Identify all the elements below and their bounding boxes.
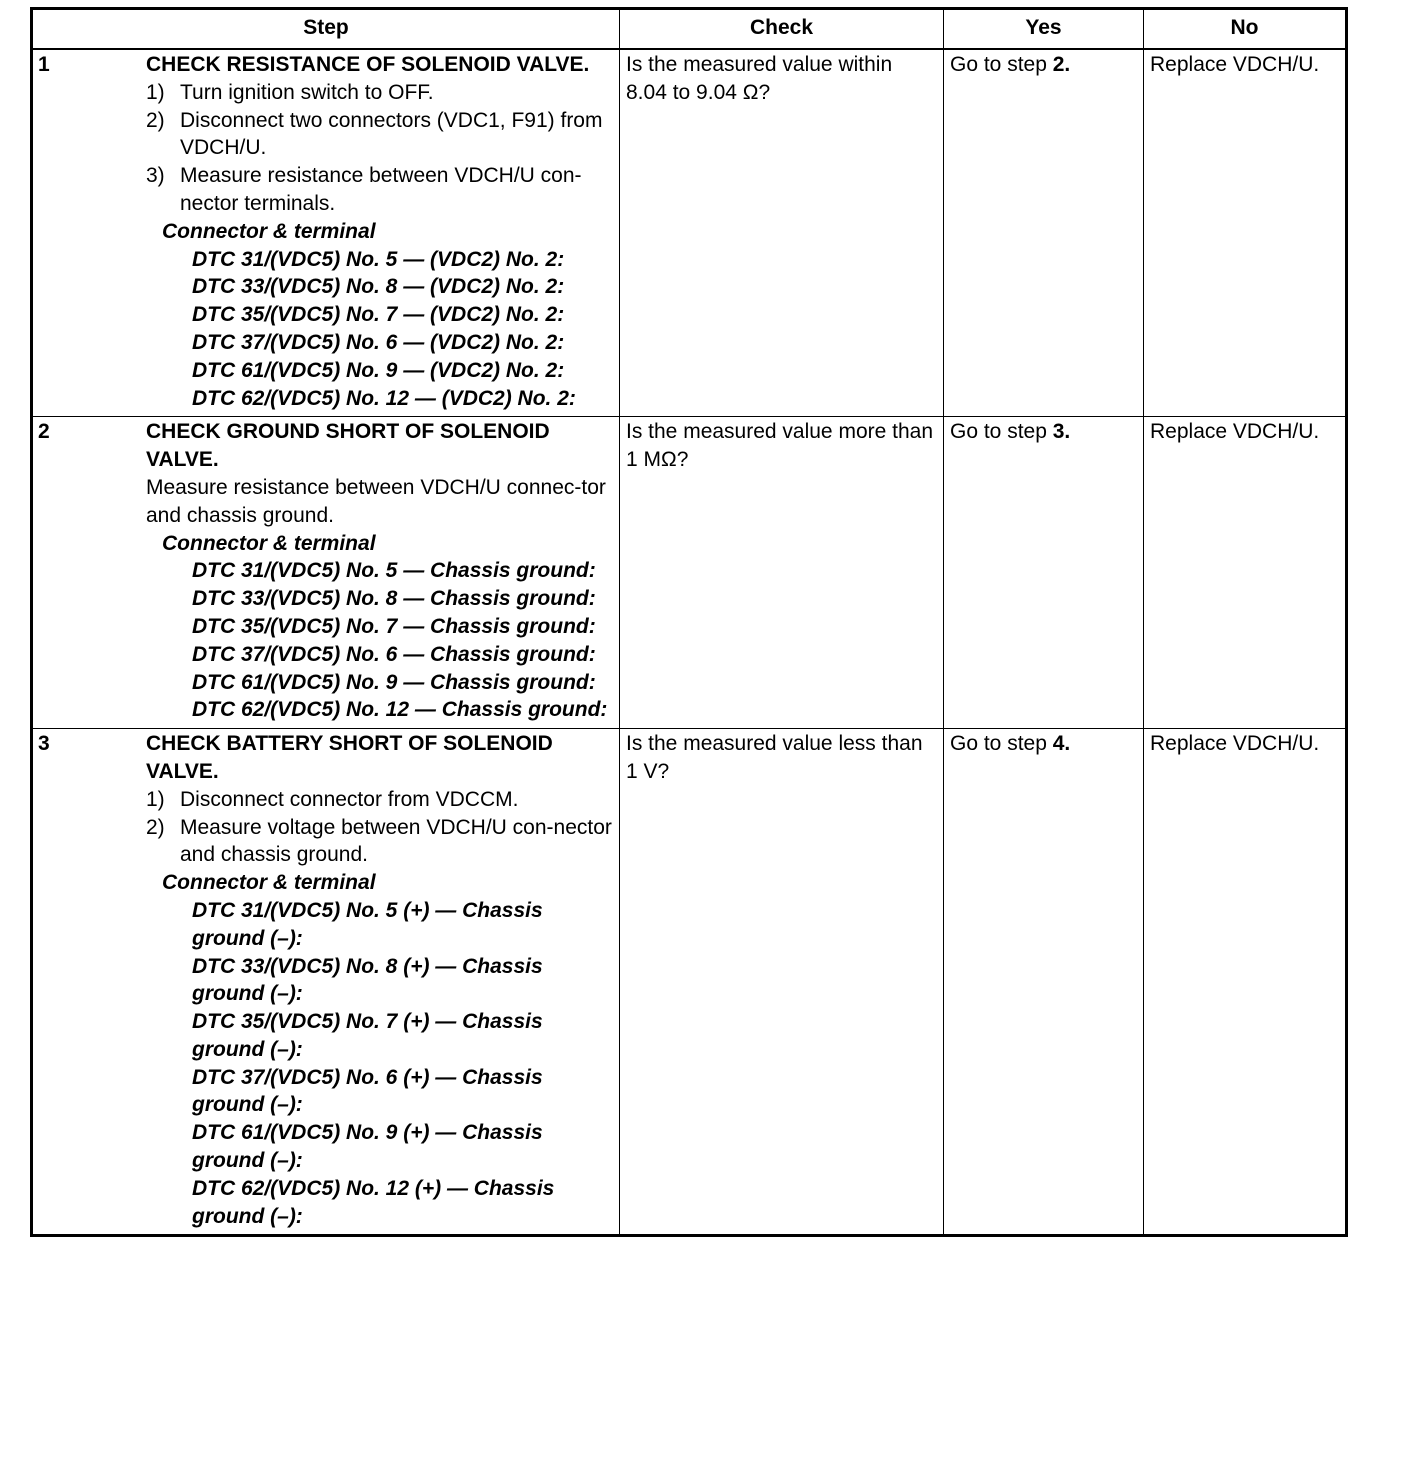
step-number: 2: [38, 420, 50, 444]
header-check: Check: [620, 9, 944, 50]
check-cell: Is the measured value within 8.04 to 9.04 Ω?: [620, 49, 944, 417]
yes-prefix: Go to step: [950, 732, 1053, 756]
step-text: Measure resistance between VDCH/U connec-tor and chassis ground.: [146, 475, 606, 527]
terminal-item: DTC 61/(VDC5) No. 9 — (VDC2) No. 2:: [192, 358, 565, 382]
table-row: [32, 49, 1347, 417]
check-cell: Is the measured value more than 1 MΩ?: [620, 417, 944, 729]
substep-number: 3): [146, 164, 165, 188]
yes-cell: [944, 49, 1144, 417]
no-cell: Replace VDCH/U.: [1144, 729, 1347, 1236]
diagnostic-table: [30, 7, 1348, 1237]
substep-text: Disconnect two connectors (VDC1, F91) from VDCH/U.: [180, 108, 603, 160]
terminal-item: DTC 62/(VDC5) No. 12 — (VDC2) No. 2:: [192, 386, 576, 410]
terminal-item: DTC 31/(VDC5) No. 5 — Chassis ground:: [192, 559, 596, 583]
substep-number: 1): [146, 80, 165, 104]
terminal-item: DTC 35/(VDC5) No. 7 — Chassis ground:: [192, 614, 596, 638]
yes-cell: [944, 417, 1144, 729]
header-no: No: [1144, 9, 1347, 50]
step-cell: [32, 729, 620, 1236]
step-cell: [32, 49, 620, 417]
terminal-list: [146, 246, 615, 413]
connector-terminal-label: Connector & terminal: [162, 219, 376, 243]
table-header-row: [32, 9, 1347, 50]
substep: [146, 79, 615, 107]
substep-text: Disconnect connector from VDCCM.: [180, 787, 519, 811]
step-number: 3: [38, 732, 50, 756]
terminal-item: DTC 37/(VDC5) No. 6 — (VDC2) No. 2:: [192, 330, 565, 354]
terminal-item: DTC 33/(VDC5) No. 8 (+) — Chassis ground (–):: [192, 954, 543, 1006]
yes-step: 3.: [1052, 420, 1071, 444]
terminal-item: DTC 62/(VDC5) No. 12 — Chassis ground:: [192, 698, 608, 722]
table-row: [32, 417, 1347, 729]
step-body: [146, 418, 615, 724]
terminal-item: DTC 37/(VDC5) No. 6 — Chassis ground:: [192, 642, 596, 666]
substep-number: 2): [146, 108, 165, 132]
substep-number: 2): [146, 815, 165, 839]
step-number: 1: [38, 53, 50, 76]
substep: [146, 107, 615, 163]
terminal-item: DTC 31/(VDC5) No. 5 — (VDC2) No. 2:: [192, 247, 565, 271]
terminal-list: [146, 557, 615, 724]
terminal-item: DTC 37/(VDC5) No. 6 (+) — Chassis ground (–):: [192, 1065, 543, 1117]
step-title: CHECK RESISTANCE OF SOLENOID VALVE.: [146, 53, 590, 76]
step-body: [146, 730, 615, 1230]
terminal-item: DTC 35/(VDC5) No. 7 (+) — Chassis ground (–):: [192, 1010, 543, 1061]
step-title: CHECK BATTERY SHORT OF SOLENOID VALVE.: [146, 732, 553, 783]
terminal-list: [146, 897, 615, 1231]
step-body: [146, 51, 615, 412]
yes-step: 2.: [1052, 53, 1071, 76]
terminal-item: DTC 31/(VDC5) No. 5 (+) — Chassis ground (–):: [192, 898, 543, 950]
substep-text: Measure resistance between VDCH/U con-nector terminals.: [180, 164, 582, 215]
terminal-item: DTC 61/(VDC5) No. 9 — Chassis ground:: [192, 670, 596, 694]
connector-terminal-label: Connector & terminal: [162, 531, 376, 555]
yes-step: 4.: [1052, 732, 1071, 756]
substep: [146, 786, 615, 814]
yes-cell: [944, 729, 1144, 1236]
substep-number: 1): [146, 787, 165, 811]
yes-prefix: Go to step: [950, 53, 1053, 76]
step-cell: [32, 417, 620, 729]
substep-text: Turn ignition switch to OFF.: [180, 80, 434, 104]
connector-terminal-label: Connector & terminal: [162, 871, 376, 895]
header-yes: Yes: [944, 9, 1144, 50]
no-cell: Replace VDCH/U.: [1144, 417, 1347, 729]
terminal-item: DTC 35/(VDC5) No. 7 — (VDC2) No. 2:: [192, 303, 565, 327]
check-cell: Is the measured value less than 1 V?: [620, 729, 944, 1236]
substep: [146, 814, 615, 870]
substep-text: Measure voltage between VDCH/U con-nector and chassis ground.: [180, 815, 612, 867]
terminal-item: DTC 33/(VDC5) No. 8 — (VDC2) No. 2:: [192, 275, 565, 299]
yes-prefix: Go to step: [950, 420, 1053, 444]
header-step: Step: [32, 9, 620, 50]
terminal-item: DTC 62/(VDC5) No. 12 (+) — Chassis ground (–):: [192, 1176, 555, 1228]
terminal-item: DTC 33/(VDC5) No. 8 — Chassis ground:: [192, 587, 596, 611]
substep: [146, 162, 615, 218]
step-title: CHECK GROUND SHORT OF SOLENOID VALVE.: [146, 420, 550, 472]
no-cell: Replace VDCH/U.: [1144, 49, 1347, 417]
terminal-item: DTC 61/(VDC5) No. 9 (+) — Chassis ground (–):: [192, 1121, 543, 1173]
table-row: [32, 729, 1347, 1236]
